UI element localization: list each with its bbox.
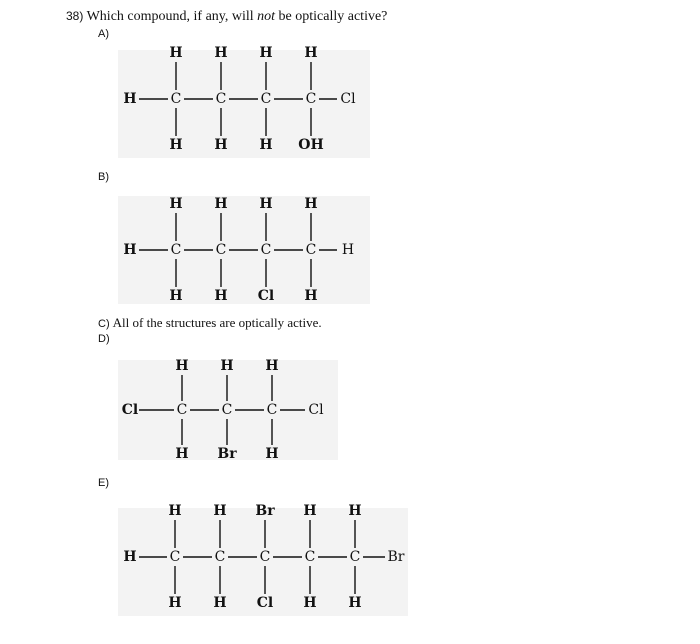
structure-b-carbon-1: C bbox=[170, 242, 182, 258]
structure-d-carbon-3: C bbox=[266, 402, 278, 418]
structure-d-bottom-atom-3: H bbox=[265, 446, 279, 462]
structure-e-carbon-1: C bbox=[169, 549, 181, 565]
option-a-label: A) bbox=[98, 28, 109, 40]
structure-d-top-atom-1: H bbox=[175, 358, 189, 374]
structure-d-left-atom: Cl bbox=[121, 402, 139, 418]
structure-d-carbon-2: C bbox=[221, 402, 233, 418]
structure-b-top-atom-4: H bbox=[304, 196, 318, 212]
structure-d-top-atom-2: H bbox=[220, 358, 234, 374]
structure-e bbox=[118, 503, 408, 616]
structure-d-carbon-1: C bbox=[176, 402, 188, 418]
structure-a-carbon-1: C bbox=[170, 91, 182, 107]
structure-a-bottom-atom-2: H bbox=[214, 137, 228, 153]
question-text-before: Which compound, if any, will bbox=[86, 9, 258, 24]
structure-b-bottom-atom-2: H bbox=[214, 288, 228, 304]
structure-b-carbon-2: C bbox=[215, 242, 227, 258]
structure-e-carbon-4: C bbox=[304, 549, 316, 565]
question-emphasis: not bbox=[257, 9, 276, 24]
structure-b-bottom-atom-3: Cl bbox=[257, 288, 275, 304]
option-b-label: B) bbox=[98, 171, 109, 183]
structure-a-bottom-atom-3: H bbox=[259, 137, 273, 153]
structure-e-top-atom-1: H bbox=[168, 503, 182, 519]
structure-d-top-atom-3: H bbox=[265, 358, 279, 374]
structure-e-carbon-3: C bbox=[259, 549, 271, 565]
structure-a-background bbox=[118, 50, 370, 158]
structure-a bbox=[118, 45, 370, 158]
structure-b-top-atom-1: H bbox=[169, 196, 183, 212]
structure-a-right-atom: Cl bbox=[340, 91, 356, 107]
option-e-label: E) bbox=[98, 477, 109, 489]
structure-a-top-atom-4: H bbox=[304, 45, 318, 61]
structure-d bbox=[118, 358, 338, 462]
structure-a-carbon-2: C bbox=[215, 91, 227, 107]
structure-b-top-atom-2: H bbox=[214, 196, 228, 212]
structure-e-bottom-atom-1: H bbox=[168, 595, 182, 611]
structure-a-bottom-atom-1: H bbox=[169, 137, 183, 153]
structure-b-carbon-4: C bbox=[305, 242, 317, 258]
structure-b-bottom-atom-4: H bbox=[304, 288, 318, 304]
option-c-text: All of the structures are optically active. bbox=[112, 315, 322, 330]
structure-e-bottom-atom-4: H bbox=[303, 595, 317, 611]
structure-e-top-atom-4: H bbox=[303, 503, 317, 519]
structure-a-bottom-atom-4: OH bbox=[298, 137, 324, 153]
structure-d-bottom-atom-1: H bbox=[175, 446, 189, 462]
structure-b-right-atom: H bbox=[341, 242, 355, 258]
structure-d-bottom-atom-2: Br bbox=[217, 446, 237, 462]
structure-a-top-atom-3: H bbox=[259, 45, 273, 61]
question-number: 38) bbox=[66, 9, 84, 23]
structure-e-carbon-5: C bbox=[349, 549, 361, 565]
structure-e-bottom-atom-3: Cl bbox=[256, 595, 274, 611]
structure-b-bottom-atom-1: H bbox=[169, 288, 183, 304]
structure-e-top-atom-2: H bbox=[213, 503, 227, 519]
structure-d-right-atom: Cl bbox=[308, 402, 324, 418]
question-text-after: be optically active? bbox=[275, 9, 388, 24]
structure-e-bottom-atom-2: H bbox=[213, 595, 227, 611]
structure-a-carbon-3: C bbox=[260, 91, 272, 107]
option-d-label: D) bbox=[98, 333, 110, 345]
structure-a-carbon-4: C bbox=[305, 91, 317, 107]
structure-e-carbon-2: C bbox=[214, 549, 226, 565]
structure-b-left-atom: H bbox=[123, 242, 137, 258]
structure-e-left-atom: H bbox=[123, 549, 137, 565]
structure-b-top-atom-3: H bbox=[259, 196, 273, 212]
option-c-label: C) bbox=[98, 318, 110, 330]
structure-b bbox=[118, 196, 370, 304]
structure-e-right-atom: Br bbox=[387, 549, 405, 565]
structure-a-top-atom-2: H bbox=[214, 45, 228, 61]
structure-e-top-atom-5: H bbox=[348, 503, 362, 519]
structure-e-top-atom-3: Br bbox=[255, 503, 275, 519]
structure-e-bottom-atom-5: H bbox=[348, 595, 362, 611]
structure-a-left-atom: H bbox=[123, 91, 137, 107]
structure-b-carbon-3: C bbox=[260, 242, 272, 258]
structure-a-top-atom-1: H bbox=[169, 45, 183, 61]
